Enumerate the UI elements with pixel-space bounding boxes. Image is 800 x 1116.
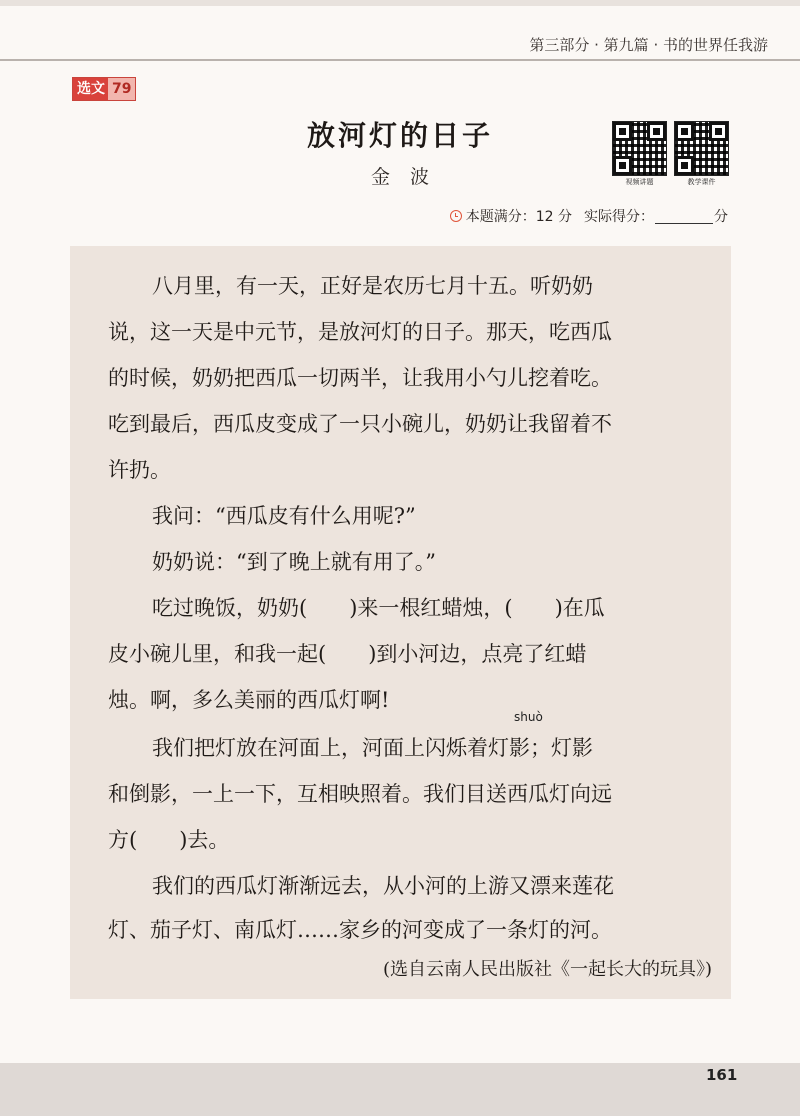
- paragraph-line: 的时候，奶奶把西瓜一切两半，让我用小勺儿挖着吃。: [108, 366, 612, 390]
- qr-courseware[interactable]: [675, 122, 728, 187]
- article-author: 金波: [370, 166, 449, 188]
- qr-code-icon: [613, 122, 666, 175]
- paragraph-line: 我们把灯放在河面上，河面上闪烁着灯影；灯影: [152, 736, 593, 760]
- badge-label: 选文: [73, 78, 108, 100]
- clock-icon: [450, 210, 462, 222]
- score-actual-label: 实际得分：: [584, 209, 654, 225]
- running-header: 第三部分 · 第九篇 · 书的世界任我游: [529, 36, 768, 54]
- badge-number: 79: [108, 78, 135, 100]
- paragraph-line: 我们的西瓜灯渐渐远去，从小河的上游又漂来莲花: [152, 874, 614, 898]
- pinyin-annotation: shuò: [514, 710, 543, 724]
- source-citation: (选自云南人民出版社《一起长大的玩具》): [382, 959, 712, 980]
- paragraph-line: 和倒影，一上一下，互相映照着。我们目送西瓜灯向远: [108, 782, 612, 806]
- paragraph-line: 烛。啊，多么美丽的西瓜灯啊!: [108, 688, 390, 712]
- qr-caption-courseware: 教学课件: [687, 178, 716, 186]
- paragraph-line: 说，这一天是中元节，是放河灯的日子。那天，吃西瓜: [108, 320, 612, 344]
- page-number: 161: [706, 1066, 738, 1084]
- top-strip: [0, 0, 800, 6]
- paragraph-line: 吃到最后，西瓜皮变成了一只小碗儿，奶奶让我留着不: [108, 412, 612, 436]
- score-blank[interactable]: [655, 209, 713, 224]
- qr-code-icon: [675, 122, 728, 175]
- score-unit: 分: [714, 209, 728, 225]
- score-line: [450, 206, 728, 226]
- paragraph-line: 奶奶说：“到了晚上就有用了。”: [152, 550, 436, 574]
- paragraph-line: 许扔。: [108, 458, 171, 482]
- qr-video[interactable]: [613, 122, 666, 187]
- paragraph-line: 皮小碗儿里，和我一起( )到小河边，点亮了红蜡: [108, 642, 587, 666]
- header-rule: [0, 59, 800, 61]
- paragraph-line: 八月里，有一天，正好是农历七月十五。听奶奶: [152, 274, 593, 298]
- article-title: 放河灯的日子: [306, 119, 493, 152]
- qr-caption-video: 视频讲题: [625, 178, 654, 186]
- score-full: 本题满分：12 分: [465, 209, 572, 225]
- paragraph-line: 吃过晚饭，奶奶( )来一根红蜡烛，( )在瓜: [152, 596, 605, 620]
- paragraph-line: 我问：“西瓜皮有什么用呢?”: [152, 504, 416, 528]
- page-footer: [0, 1063, 800, 1116]
- qr-codes: [613, 122, 728, 187]
- paragraph-line: 方( )去。: [108, 828, 230, 852]
- paragraph-line: 灯、茄子灯、南瓜灯……家乡的河变成了一条灯的河。: [108, 918, 612, 942]
- selection-badge: [72, 77, 136, 101]
